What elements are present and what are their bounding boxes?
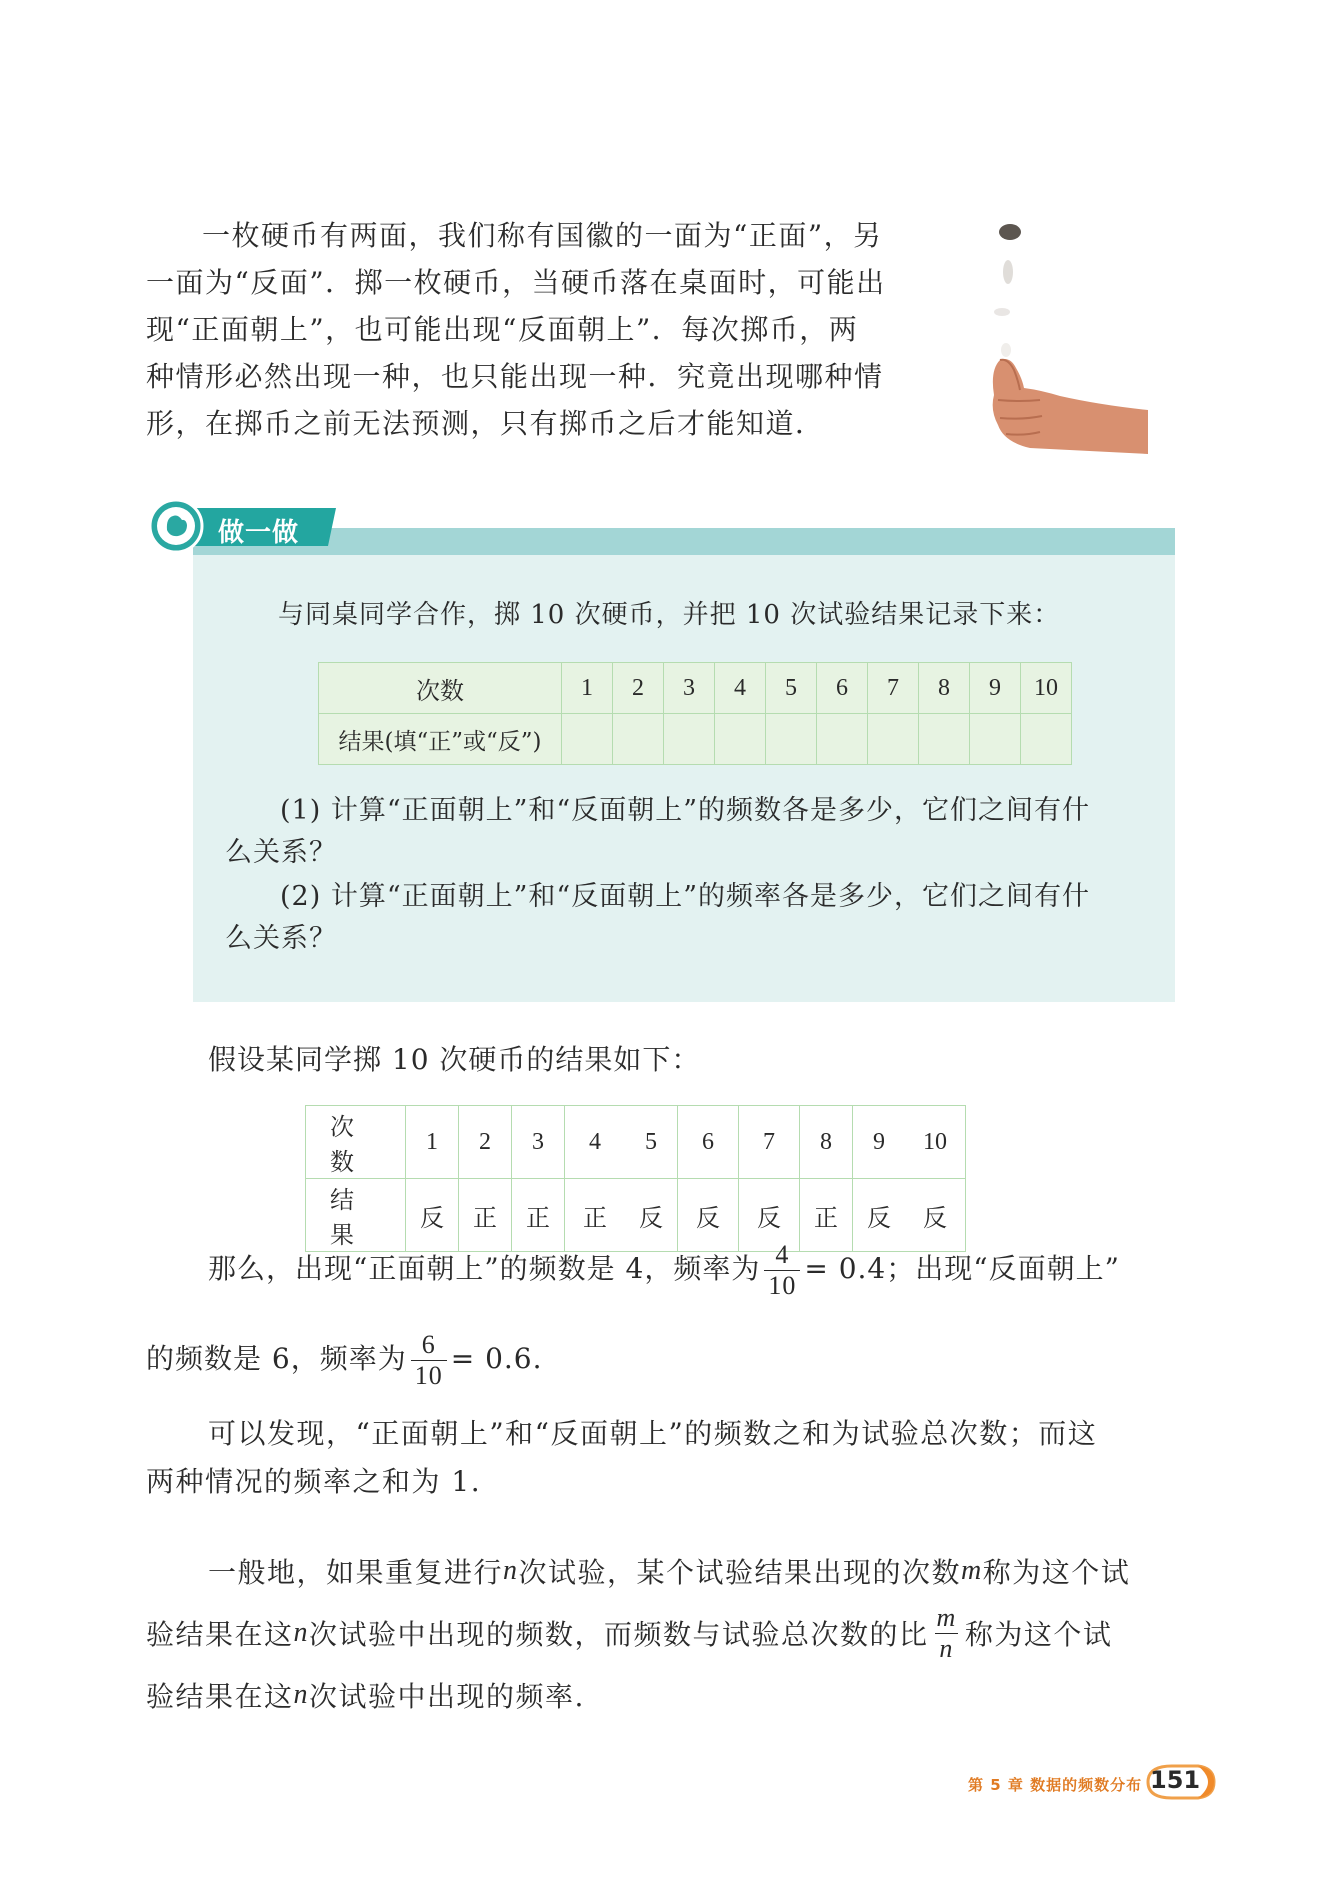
empty-result-cell[interactable] [1021, 714, 1072, 765]
definition-text: 称为这个试 [982, 1556, 1131, 1589]
empty-result-cell[interactable] [766, 714, 817, 765]
observation-line: 两种情况的频率之和为 1. [146, 1465, 482, 1498]
example-intro: 假设某同学掷 10 次硬币的结果如下： [208, 1043, 701, 1076]
column-number: 2 [459, 1106, 512, 1179]
column-number: 5 [766, 663, 817, 714]
definition-line [146, 1540, 1186, 1602]
variable-n: n [293, 1617, 310, 1648]
chapter-footer: 第 5 章 数据的频数分布 [968, 1776, 1143, 1794]
coin-icon [999, 224, 1021, 240]
column-number: 1 [406, 1106, 459, 1179]
fraction-denominator: 10 [764, 1270, 800, 1301]
column-number: 5 [625, 1106, 678, 1179]
empty-result-cell[interactable] [868, 714, 919, 765]
result-cell: 反 [853, 1179, 906, 1252]
question-line: (1) 计算“正面朝上”和“反面朝上”的频数各是多少，它们之间有什 [280, 795, 1091, 826]
column-number: 8 [800, 1106, 853, 1179]
result-cell: 正 [459, 1179, 512, 1252]
intro-line: 一枚硬币有两面，我们称有国徽的一面为“正面”，另 [202, 219, 883, 252]
activity-title: 做一做 [218, 518, 300, 548]
column-number: 1 [562, 663, 613, 714]
variable-n: n [503, 1555, 519, 1586]
column-number: 6 [678, 1106, 739, 1179]
column-number: 9 [853, 1106, 906, 1179]
result-cell: 反 [739, 1179, 800, 1252]
intro-paragraph [146, 212, 926, 447]
column-number: 2 [613, 663, 664, 714]
column-number: 3 [512, 1106, 565, 1179]
empty-result-cell[interactable] [715, 714, 766, 765]
table-row [319, 663, 1072, 714]
column-number: 9 [970, 663, 1021, 714]
column-number: 8 [919, 663, 970, 714]
record-table [318, 662, 1072, 765]
empty-result-cell[interactable] [970, 714, 1021, 765]
result-text: 那么，出现“正面朝上”的频数是 4，频率为 [208, 1252, 761, 1285]
activity-instruction: 与同桌同学合作，掷 10 次硬币，并把 10 次试验结果记录下来： [278, 600, 1061, 630]
result-text: = 0.6. [450, 1342, 543, 1375]
fraction-numerator: 6 [421, 1330, 436, 1359]
question-line: (2) 计算“正面朝上”和“反面朝上”的频率各是多少，它们之间有什 [280, 881, 1091, 912]
empty-result-cell[interactable] [664, 714, 715, 765]
definition-text: 验结果在这 [146, 1680, 294, 1713]
definition-text: 次试验，某个试验结果出现的次数 [518, 1556, 962, 1589]
question-1 [225, 790, 1145, 874]
result-cell: 反 [625, 1179, 678, 1252]
column-number: 6 [817, 663, 868, 714]
question-line: 么关系？ [225, 837, 337, 868]
question-line: 么关系？ [225, 923, 337, 954]
result-cell: 反 [678, 1179, 739, 1252]
example-table [305, 1105, 966, 1252]
result-text: = 0.4；出现“反面朝上” [804, 1252, 1120, 1285]
result-text: 的频数是 6，频率为 [146, 1342, 407, 1375]
intro-line: 种情形必然出现一种，也只能出现一种．究竟出现哪种情 [146, 360, 884, 393]
intro-line: 一面为“反面”．掷一枚硬币，当硬币落在桌面时，可能出 [146, 266, 886, 299]
empty-result-cell[interactable] [919, 714, 970, 765]
column-number: 10 [1021, 663, 1072, 714]
variable-m: m [961, 1555, 983, 1586]
result-cell: 反 [905, 1179, 966, 1252]
question-2 [225, 876, 1145, 960]
definition-text: 一般地，如果重复进行 [208, 1556, 504, 1589]
definition-paragraph [146, 1540, 1186, 1726]
coin-toss-photo [980, 220, 1148, 464]
definition-text: 次试验中出现的频数，而频数与试验总次数的比 [309, 1618, 929, 1651]
result-cell: 正 [565, 1179, 626, 1252]
column-number: 7 [739, 1106, 800, 1179]
fraction-denominator: n [935, 1633, 958, 1664]
fraction [411, 1330, 447, 1391]
page-number: 151 [1150, 1766, 1201, 1794]
table-row [306, 1106, 966, 1179]
empty-result-cell[interactable] [562, 714, 613, 765]
definition-text: 验结果在这 [146, 1618, 294, 1651]
result-cell: 反 [406, 1179, 459, 1252]
header-cell: 次 数 [306, 1106, 406, 1179]
observation-paragraph [146, 1410, 1176, 1506]
empty-result-cell[interactable] [613, 714, 664, 765]
fraction [764, 1240, 800, 1301]
result-label-cell: 结果(填“正”或“反”) [319, 714, 562, 765]
result-cell: 正 [512, 1179, 565, 1252]
frequency-result-line-1 [208, 1240, 1120, 1301]
column-number: 4 [715, 663, 766, 714]
column-number: 7 [868, 663, 919, 714]
column-number: 10 [905, 1106, 966, 1179]
header-cell: 次数 [319, 663, 562, 714]
fraction-m-over-n [933, 1603, 961, 1664]
intro-line: 现“正面朝上”，也可能出现“反面朝上”．每次掷币，两 [146, 313, 859, 346]
definition-line [146, 1602, 1186, 1664]
activity-header-band [193, 528, 1175, 555]
fraction-denominator: 10 [411, 1360, 447, 1391]
definition-text: 次试验中出现的频率. [309, 1680, 585, 1713]
column-number: 4 [565, 1106, 626, 1179]
intro-line: 形，在掷币之前无法预测，只有掷币之后才能知道． [146, 407, 825, 440]
definition-text: 称为这个试 [964, 1618, 1113, 1651]
observation-line: 可以发现，“正面朝上”和“反面朝上”的频数之和为试验总次数；而这 [208, 1417, 1098, 1450]
result-label-cell: 结 果 [306, 1179, 406, 1252]
empty-result-cell[interactable] [817, 714, 868, 765]
column-number: 3 [664, 663, 715, 714]
definition-line [146, 1664, 1186, 1726]
fraction-numerator: m [936, 1602, 957, 1632]
frequency-result-line-2 [146, 1330, 543, 1391]
table-row [319, 714, 1072, 765]
fraction-numerator: 4 [775, 1240, 790, 1269]
variable-n: n [293, 1679, 310, 1710]
result-cell: 正 [800, 1179, 853, 1252]
